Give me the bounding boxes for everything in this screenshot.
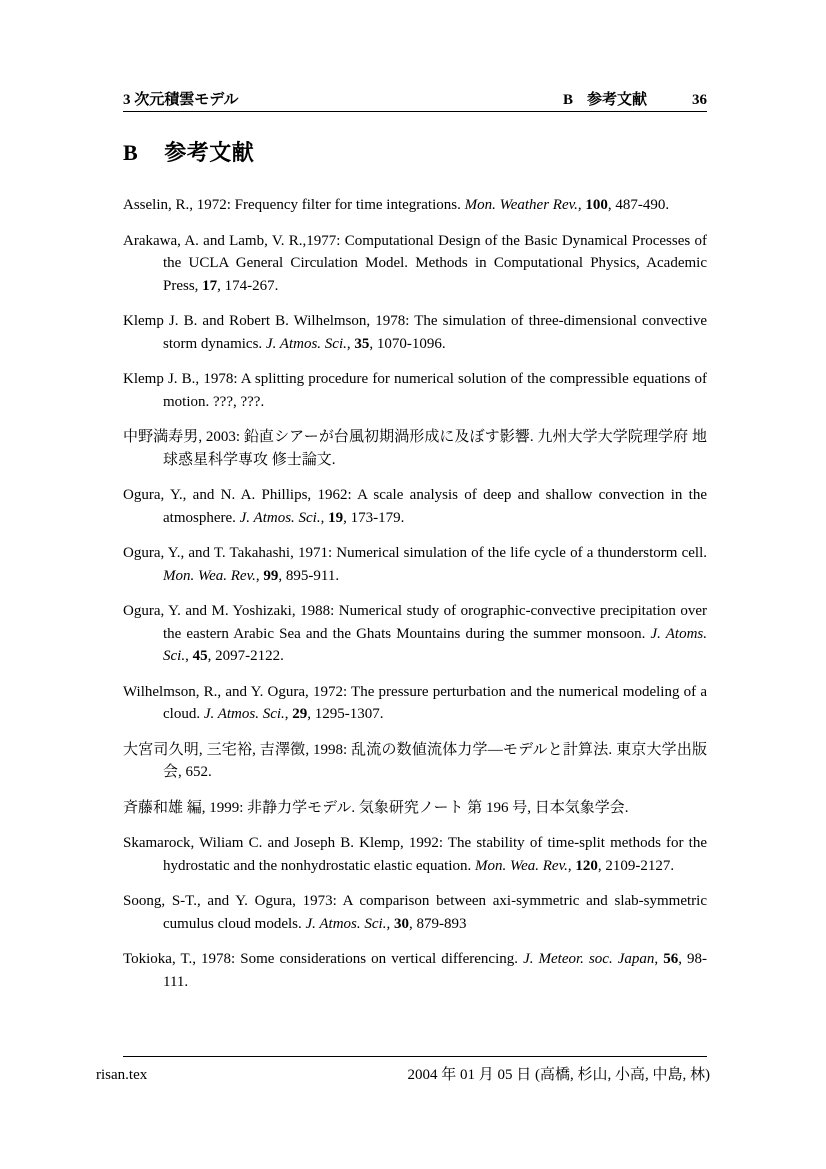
reference-segment: , 1070-1096.: [369, 335, 446, 352]
section-heading: [123, 136, 254, 167]
reference-segment: , 174-267.: [217, 277, 279, 294]
footer-date-authors: 2004 年 01 月 05 日 (高橋, 杉山, 小高, 中島, 林): [407, 1067, 710, 1083]
reference-segment: 29: [292, 706, 308, 722]
reference-entry: [123, 832, 707, 877]
reference-entry: [123, 310, 707, 355]
reference-list: [123, 194, 707, 1006]
reference-entry: [123, 681, 707, 726]
reference-segment: , 487-490.: [607, 197, 670, 213]
reference-entry: [123, 797, 707, 820]
reference-segment: ,: [577, 197, 586, 213]
reference-segment: J. Meteor. soc. Japan: [523, 951, 655, 967]
reference-entry: [123, 426, 707, 471]
reference-segment: , 895-911.: [278, 567, 340, 584]
reference-segment: 120: [575, 857, 598, 874]
reference-segment: Asselin, R., 1972: Frequency filter for time integrations.: [123, 197, 465, 213]
reference-segment: 99: [263, 567, 279, 584]
reference-segment: Wilhelmson, R., and Y. Ogura, 1972: The pressure perturbation and the numerical modeling of a cloud.: [123, 683, 707, 722]
footer-filename: risan.tex: [96, 1067, 148, 1083]
reference-segment: Mon. Weather Rev.: [464, 197, 578, 213]
reference-segment: , 2097-2122.: [207, 648, 284, 664]
reference-segment: , 879-893: [408, 915, 467, 932]
reference-segment: 56: [663, 951, 679, 967]
reference-segment: 大宮司久明, 三宅裕, 吉澤徴, 1998: 乱流の数値流体力学—モデルと計算法. 東京大学出版会, 652.: [123, 741, 707, 780]
reference-segment: J. Atmos. Sci.: [203, 706, 285, 722]
reference-segment: Mon. Wea. Rev.: [163, 567, 256, 584]
reference-segment: Klemp J. B. and Robert B. Wilhelmson, 1978: The simulation of three-dimensional convective storm dynamics.: [123, 313, 707, 352]
reference-segment: Arakawa, A. and Lamb, V. R.,1977: Computational Design of the Basic Dynamical Processes of the UCLA General Circulation Model. Methods in Computational Physics, Academic Press,: [123, 232, 707, 294]
reference-segment: Ogura, Y. and M. Yoshizaki, 1988: Numerical study of orographic-convective precipitation over the eastern Arabic Sea and the Ghats Mountains during the summer monsoon.: [123, 603, 707, 642]
reference-segment: 45: [192, 648, 208, 664]
header-rule: [123, 111, 707, 112]
reference-segment: Soong, S-T., and Y. Ogura, 1973: A comparison between axi-symmetric and slab-symmetric cumulus cloud models.: [123, 893, 707, 932]
reference-segment: ,: [320, 509, 329, 526]
reference-entry: [123, 484, 707, 529]
running-header: [123, 88, 707, 109]
reference-entry: [123, 230, 707, 298]
reference-segment: ,: [386, 915, 394, 932]
running-header-left-title: 3 次元積雲モデル: [123, 92, 239, 108]
page-footer: [96, 1063, 710, 1084]
header-section-title: 参考文献: [586, 92, 647, 108]
reference-entry: [123, 542, 707, 587]
reference-segment: , 1295-1307.: [307, 706, 384, 722]
reference-segment: Tokioka, T., 1978: Some considerations on vertical differencing.: [123, 951, 524, 967]
reference-segment: 19: [328, 509, 344, 526]
reference-segment: J. Atmos. Sci.: [239, 509, 321, 526]
page-number: 36: [692, 92, 707, 108]
reference-segment: ,: [654, 951, 664, 967]
reference-segment: , 98-111.: [163, 951, 708, 990]
reference-entry: [123, 194, 707, 217]
footer-rule: [123, 1056, 707, 1057]
reference-entry: [123, 739, 707, 784]
header-section-letter: B: [562, 92, 573, 108]
reference-segment: J. Atmos. Sci.: [305, 915, 387, 932]
reference-entry: [123, 948, 707, 993]
reference-segment: Ogura, Y., and T. Takahashi, 1971: Numerical simulation of the life cycle of a thunderstorm cell.: [123, 545, 707, 561]
reference-entry: [123, 368, 707, 413]
reference-segment: 30: [393, 915, 409, 932]
running-header-right: [563, 88, 707, 109]
reference-segment: 斉藤和雄 編, 1999: 非静力学モデル. 気象研究ノート 第 196 号, 日本気象学会.: [123, 799, 629, 816]
reference-entry: [123, 890, 707, 935]
reference-segment: 17: [202, 277, 218, 294]
reference-segment: Skamarock, Wiliam C. and Joseph B. Klemp, 1992: The stability of time-split methods for the hydrostatic and the nonhydrostatic elastic equation.: [123, 835, 707, 874]
reference-segment: 中野満寿男, 2003: 鉛直シアーが台風初期渦形成に及ぼす影響. 九州大学大学院理学府 地球惑星科学専攻 修士論文.: [123, 429, 707, 468]
section-heading-letter: B: [123, 140, 139, 165]
reference-segment: 100: [585, 197, 608, 213]
reference-segment: Ogura, Y., and N. A. Phillips, 1962: A scale analysis of deep and shallow convection in the atmosphere.: [123, 487, 707, 526]
reference-segment: ,: [567, 857, 576, 874]
reference-segment: J. Atmos. Sci.: [265, 335, 347, 352]
reference-segment: 35: [354, 335, 370, 352]
reference-entry: [123, 600, 707, 668]
reference-segment: , 2109-2127.: [597, 857, 675, 874]
reference-segment: J. Atoms. Sci.: [163, 625, 707, 664]
reference-segment: ,: [346, 335, 355, 352]
reference-segment: Mon. Wea. Rev.: [475, 857, 568, 874]
section-heading-text: 参考文献: [164, 140, 255, 165]
reference-segment: Klemp J. B., 1978: A splitting procedure for numerical solution of the compressible equations of motion. ???, ???.: [123, 371, 707, 410]
reference-segment: ,: [255, 567, 264, 584]
reference-segment: ,: [185, 648, 193, 664]
reference-segment: , 173-179.: [343, 509, 405, 526]
reference-segment: ,: [284, 706, 293, 722]
